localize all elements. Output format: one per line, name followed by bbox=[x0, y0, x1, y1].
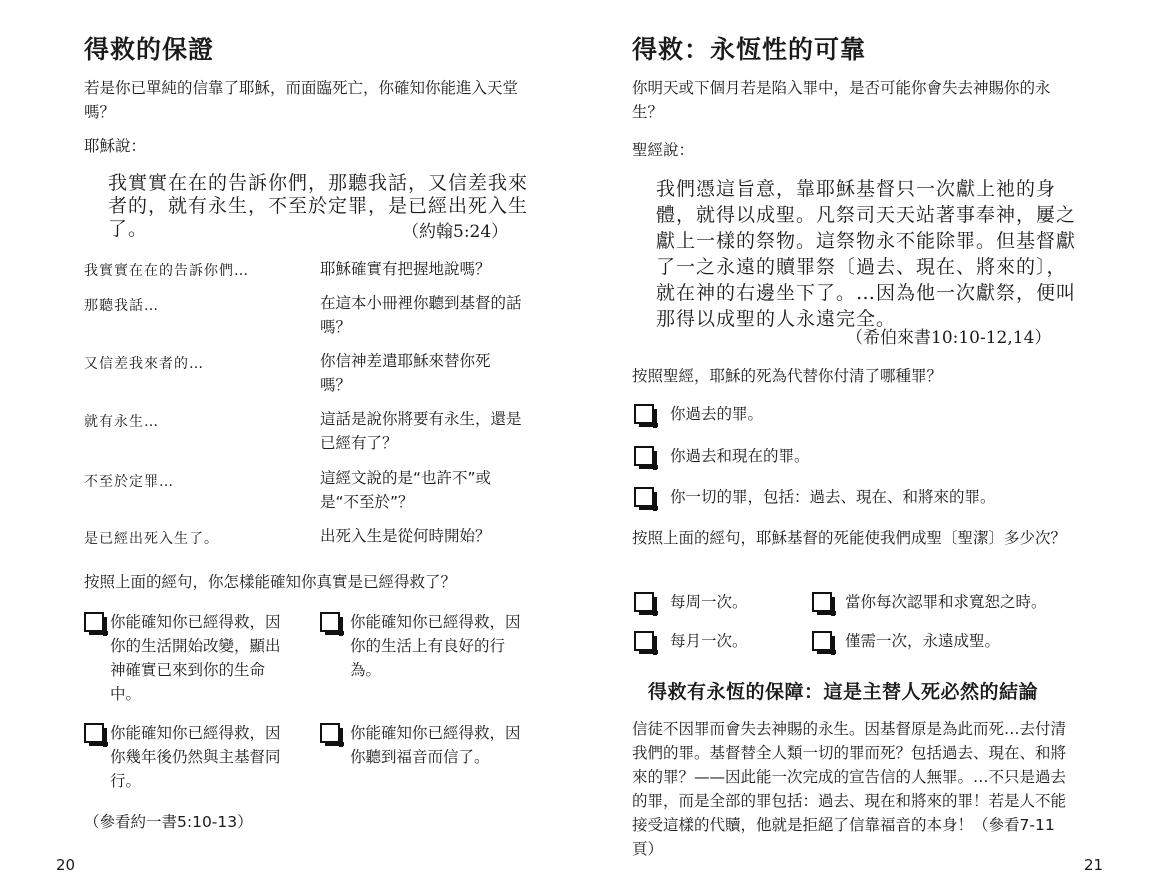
page-title: 得救的保證 bbox=[84, 35, 215, 64]
checkbox[interactable] bbox=[634, 487, 654, 507]
checkbox[interactable] bbox=[634, 631, 654, 651]
option-label: 你能確知你已經得救，因你幾年後仍然與主基督同行。 bbox=[110, 724, 281, 790]
checkbox[interactable] bbox=[634, 404, 654, 424]
how-sure-question: 按照上面的經句，你怎樣能確知你真實是已經得救了？ bbox=[84, 573, 457, 591]
scripture-quote: 我實實在在的告訴你們，那聽我話，又信差我來者的，就有永生，不至於定罪，是已經出死入生了。 bbox=[108, 172, 529, 240]
phrase-cell: 不至於定罪… bbox=[84, 474, 174, 490]
question-cell: 這話是說你將要有永生，還是已經有了？ bbox=[320, 410, 522, 452]
section-subtitle: 得救有永恆的保障：這是主替人死必然的結論 bbox=[648, 681, 1039, 703]
scripture-reference: （約翰5:24） bbox=[402, 222, 509, 242]
checkbox[interactable] bbox=[634, 592, 654, 612]
intro-question: 你明天或下個月若是陷入罪中，是否可能你會失去神賜你的永生？ bbox=[632, 79, 1051, 121]
checkbox[interactable] bbox=[812, 631, 832, 651]
page-number: 20 bbox=[56, 856, 76, 874]
question-cell: 出死入生是從何時開始？ bbox=[320, 527, 491, 545]
option-label: 每周一次。 bbox=[670, 593, 748, 611]
checkbox[interactable] bbox=[320, 612, 340, 632]
option-label: 僅需一次，永遠成聖。 bbox=[845, 632, 1001, 650]
how-many-times-question: 按照上面的經句，耶穌基督的死能使我們成聖〔聖潔〕多少次？ bbox=[632, 529, 1067, 547]
checkbox[interactable] bbox=[634, 446, 654, 466]
left-page bbox=[0, 0, 577, 892]
option-label: 每月一次。 bbox=[670, 632, 748, 650]
question-cell: 在這本小冊裡你聽到基督的話嗎？ bbox=[320, 294, 522, 336]
option-label: 你能確知你已經得救，因你的生活開始改變，顯出神確實已來到你的生命中。 bbox=[110, 613, 281, 703]
page-title: 得救：永恆性的可靠 bbox=[632, 35, 867, 64]
option-label: 你能確知你已經得救，因你的生活上有良好的行為。 bbox=[350, 613, 521, 679]
scripture-quote: 我們憑這旨意，靠耶穌基督只一次獻上祂的身體，就得以成聖。凡祭司天天站著事奉神，屢之獻上一樣的祭物。這祭物永不能除罪。但基督獻了一之永遠的贖罪祭〔過去、現在、將來的〕，就在神的右邊坐下了。…因為他一次獻祭，便叫那得以成聖的人永遠完全。 bbox=[656, 178, 1077, 330]
option-label: 你過去和現在的罪。 bbox=[670, 447, 810, 465]
page-number: 21 bbox=[1084, 856, 1104, 874]
option-label: 你過去的罪。 bbox=[670, 405, 764, 423]
bible-said-label: 聖經說： bbox=[632, 141, 695, 159]
scripture-reference: （希伯來書10:10-12,14） bbox=[846, 328, 1052, 348]
phrase-cell: 我實實在在的告訴你們… bbox=[84, 263, 249, 279]
phrase-cell: 是已經出死入生了。 bbox=[84, 531, 219, 547]
option-label: 當你每次認罪和求寬恕之時。 bbox=[845, 593, 1047, 611]
question-cell: 你信神差遣耶穌來替你死嗎？ bbox=[320, 352, 491, 394]
question-cell: 這經文說的是“也許不”或是“不至於”？ bbox=[320, 469, 492, 511]
conclusion-paragraph: 信徒不因罪而會失去神賜的永生。因基督原是為此而死…去付清我們的罪。基督替全人類一切的罪而死？包括過去、現在、和將來的罪？——因此能一次完成的宣告信的人無罪。…不只是過去的罪，而是全部的罪包括：過去、現在和將來的罪！若是人不能接受這樣的代贖，他就是拒絕了信靠福音的本身！（參看7-11頁） bbox=[632, 720, 1067, 858]
which-sins-question: 按照聖經，耶穌的死為代替你付清了哪種罪？ bbox=[632, 367, 943, 385]
phrase-cell: 那聽我話… bbox=[84, 298, 159, 314]
checkbox[interactable] bbox=[320, 723, 340, 743]
option-label: 你能確知你已經得救，因你聽到福音而信了。 bbox=[350, 724, 521, 766]
question-cell: 耶穌確實有把握地說嗎？ bbox=[320, 260, 491, 278]
phrase-cell: 又信差我來者的… bbox=[84, 356, 204, 372]
checkbox[interactable] bbox=[84, 723, 104, 743]
reference-note: （參看約一書5:10-13） bbox=[84, 813, 253, 831]
jesus-said-label: 耶穌說： bbox=[84, 137, 147, 155]
intro-question: 若是你已單純的信靠了耶穌，而面臨死亡，你確知你能進入天堂嗎？ bbox=[84, 79, 519, 121]
phrase-cell: 就有永生… bbox=[84, 414, 159, 430]
right-page bbox=[578, 0, 1155, 892]
option-label: 你一切的罪，包括：過去、現在、和將來的罪。 bbox=[670, 488, 996, 506]
checkbox[interactable] bbox=[812, 592, 832, 612]
checkbox[interactable] bbox=[84, 612, 104, 632]
